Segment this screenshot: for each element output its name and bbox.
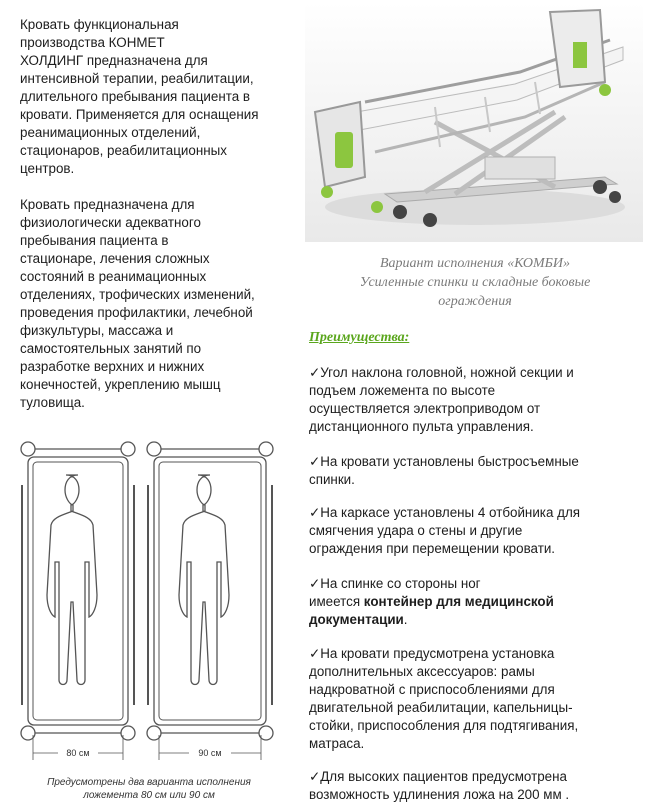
text-line: Кровать предназначена для: [20, 197, 195, 212]
text-line: [309, 593, 629, 611]
advantage-item-1: [309, 364, 629, 436]
text-line: возможность удлинения ложа на 200 мм .: [309, 787, 570, 802]
text-line: ✓На кровати предусмотрена установка: [309, 646, 555, 661]
text-line: конечностей, укреплению мышц: [20, 377, 221, 392]
text-line: кровати. Применяется для оснащения: [20, 107, 259, 122]
intro-paragraph-1: [20, 16, 288, 178]
text-line: ✓На спинке со стороны ног: [309, 576, 481, 591]
advantage-item-2: [309, 453, 629, 489]
text-line: стационаров, реабилитационных: [20, 143, 227, 158]
text-line: ХОЛДИНГ предназначена для: [20, 53, 208, 68]
text-line: пребывания пациента в: [20, 233, 169, 248]
text-line: физиологически адекватного: [20, 215, 201, 230]
text-line: производства КОНМЕТ: [20, 35, 165, 50]
text-line: двигательной реабилитации, капельницы-: [309, 700, 573, 715]
text-line: разработке верхних и нижних: [20, 359, 205, 374]
diagram-caption: [34, 776, 264, 802]
caption-line: Усиленные спинки и складные боковые: [359, 275, 591, 290]
text-line: матраса.: [309, 736, 365, 751]
text-line: центров.: [20, 161, 75, 176]
text-line: [309, 611, 629, 629]
photo-caption: [322, 254, 628, 311]
bed-width-diagram: [14, 435, 282, 773]
text-line: осуществляется электроприводом от: [309, 401, 541, 416]
text-line: смягчения удара о стены и другие: [309, 523, 523, 538]
caption-line: ложемента 80 см или 90 см: [83, 790, 215, 801]
text-line: физкультуры, массажа и: [20, 323, 174, 338]
text-fragment: .: [403, 612, 408, 627]
text-line: дистанционного пульта управления.: [309, 419, 534, 434]
text-line: туловища.: [20, 395, 85, 410]
bed-photo: [305, 2, 643, 242]
text-line: дополнительных аксессуаров: рамы: [309, 664, 535, 679]
dim-label-80: 80 см: [66, 748, 90, 758]
text-line: надкроватной с приспособлениями для: [309, 682, 555, 697]
dim-label-90: 90 см: [198, 748, 222, 758]
caption-line: Вариант исполнения «КОМБИ»: [380, 256, 570, 271]
text-line: реанимационных отделений,: [20, 125, 201, 140]
text-line: отделениях, трофических изменений,: [20, 287, 255, 302]
advantage-item-4: [309, 575, 629, 629]
text-line: стойки, приспособления для подтягивания,: [309, 718, 579, 733]
text-line: ✓Для высоких пациентов предусмотрена: [309, 769, 567, 784]
text-line: ограждения при перемещении кровати.: [309, 541, 556, 556]
text-line: самостоятельных занятий по: [20, 341, 202, 356]
caption-line: ограждения: [438, 294, 512, 309]
text-line: проведения профилактики, лечебной: [20, 305, 253, 320]
text-line: длительного пребывания пациента в: [20, 89, 250, 104]
caption-line: Предусмотрены два варианта исполнения: [47, 777, 251, 788]
text-line: ✓На каркасе установлены 4 отбойника для: [309, 505, 581, 520]
text-line: состояний в реанимационных: [20, 269, 207, 284]
advantages-title: Преимущества:: [309, 330, 410, 345]
text-line: ✓На кровати установлены быстросъемные: [309, 454, 579, 469]
bold-fragment: контейнер для медицинской: [363, 594, 554, 609]
intro-paragraph-2: [20, 196, 288, 412]
text-line: спинки.: [309, 472, 355, 487]
advantage-item-6: [309, 768, 629, 804]
advantage-item-3: [309, 504, 629, 558]
text-line: ✓Угол наклона головной, ножной секции и: [309, 365, 574, 380]
text-line: Кровать функциональная: [20, 17, 179, 32]
text-line: интенсивной терапии, реабилитации,: [20, 71, 254, 86]
bold-fragment: документации: [309, 612, 404, 627]
text-fragment: имеется: [309, 594, 364, 609]
text-line: подъем ложемента по высоте: [309, 383, 496, 398]
text-line: стационаре, лечения сложных: [20, 251, 210, 266]
advantage-item-5: [309, 645, 629, 753]
